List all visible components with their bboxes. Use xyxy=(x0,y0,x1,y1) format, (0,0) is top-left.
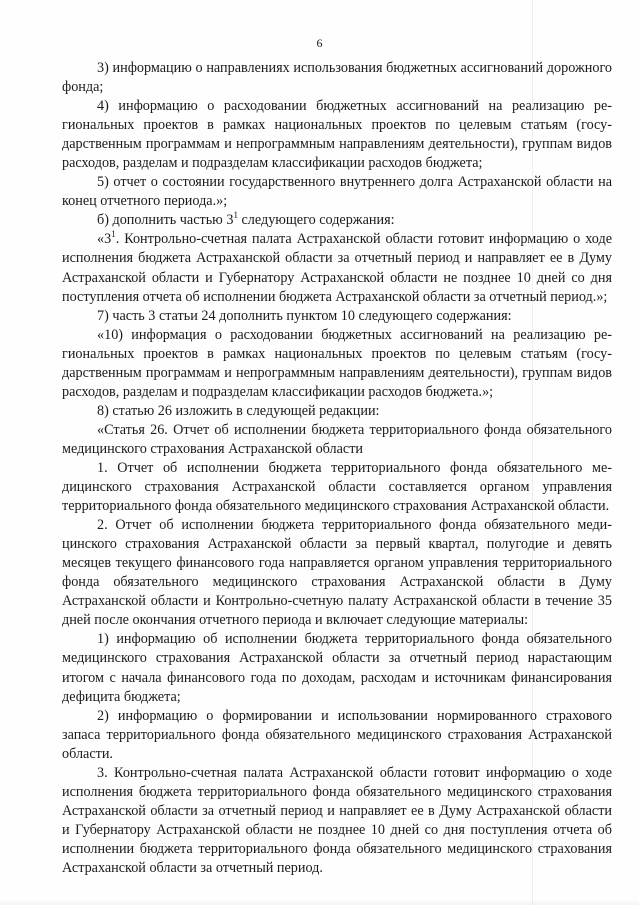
article-26-part-1: 1. Отчет об исполнении бюджета территориального фонда обязательного медицинского страхования Астраханской области составляется органом управления территориального фонда обязательного медицинского страхования Астраханской области. xyxy=(62,459,612,515)
paragraph-item-5: 5) отчет о состоянии государственного внутреннего долга Астраханской области на конец отчетного периода.»; xyxy=(62,174,612,210)
paragraph-amend-b xyxy=(62,211,612,230)
paragraph-text: б) дополнить частью 3 xyxy=(97,212,234,229)
paragraph-text: следующего содержания: xyxy=(237,212,395,229)
article-26-part-2: 2. Отчет об исполнении бюджета территориального фонда обязательного медицинского страхования Астраханской области за первый квартал, полугодие и девять месяцев текущего финансового года направляется органом управления территориального фонда обязательного медицинского страхования Астраханской области в Думу Астраханской области и Контрольно-счетную палату Астраханской области в течение 35 дней после окончания отчетного периода и включает следующие материалы: xyxy=(62,517,612,629)
paragraph-item-3: 3) информацию о направлениях использования бюджетных ассигнований дорожного фонда; xyxy=(62,60,612,96)
document-body xyxy=(62,59,612,878)
paragraph-item-10: «10) информация о расходовании бюджетных ассигнований на реализацию региональных проектов в рамках национальных проектов по целевым статьям (государственным программам и непрограммным направлениям деятельности), группам видов расходов, разделам и подразделам классификации расходов бюджета.»; xyxy=(62,326,612,400)
scan-artifact-edge xyxy=(0,899,639,905)
paragraph-amend-8: 8) статью 26 изложить в следующей редакции: xyxy=(97,402,380,419)
page-number: 6 xyxy=(316,36,323,50)
article-26-part-2-item-1: 1) информацию об исполнении бюджета территориального фонда обязательного медицинского страхования Астраханской области за отчетный период нарастающим итогом с начала финансового года по доходам, расходам и источникам финансирования дефицита бюджета; xyxy=(62,631,612,705)
paragraph-amend-7: 7) часть 3 статьи 24 дополнить пунктом 10 следующего содержания: xyxy=(97,307,512,324)
superscript: 1 xyxy=(233,209,238,220)
article-26-part-3: 3. Контрольно-счетная палата Астраханской области готовит информацию о ходе исполнения бюджета территориального фонда обязательного медицинского страхования Астраханской области за отчетный период и направляет ее в Думу Астраханской области и Губернатору Астраханской области не позднее 10 дней со дня поступления отчета об исполнении бюджета территориального фонда обязательного медицинского страхования Астраханской области за отчетный период. xyxy=(62,764,612,876)
article-26-heading: «Статья 26. Отчет об исполнении бюджета территориального фонда обязательного медицинского страхования Астраханской области xyxy=(62,421,612,457)
paragraph-item-4: 4) информацию о расходовании бюджетных ассигнований на реализацию региональных проектов в рамках национальных проектов по целевым статьям (государственным программам и непрограммным направлениям деятельности), группам видов расходов, разделам и подразделам классификации расходов бюджета; xyxy=(62,98,612,172)
superscript: 1 xyxy=(111,228,116,239)
paragraph-text: «3 xyxy=(97,231,112,248)
article-26-part-2-item-2: 2) информацию о формировании и использовании нормированного страхового запаса территориального фонда обязательного медицинского страхования Астраханской области. xyxy=(62,707,612,762)
paragraph-part-3-1 xyxy=(62,230,612,306)
paragraph-text: . Контрольно-счетная палата Астраханской области готовит информацию о ходе исполнения бюджета Астраханской области за отчетный период и направляет ее в Думу Астраханской области и Губернатору Астраханской области не позднее 10 дней со дня поступления отчета об исполнении бюджета Астраханской области за отчетный период.»; xyxy=(62,231,612,305)
